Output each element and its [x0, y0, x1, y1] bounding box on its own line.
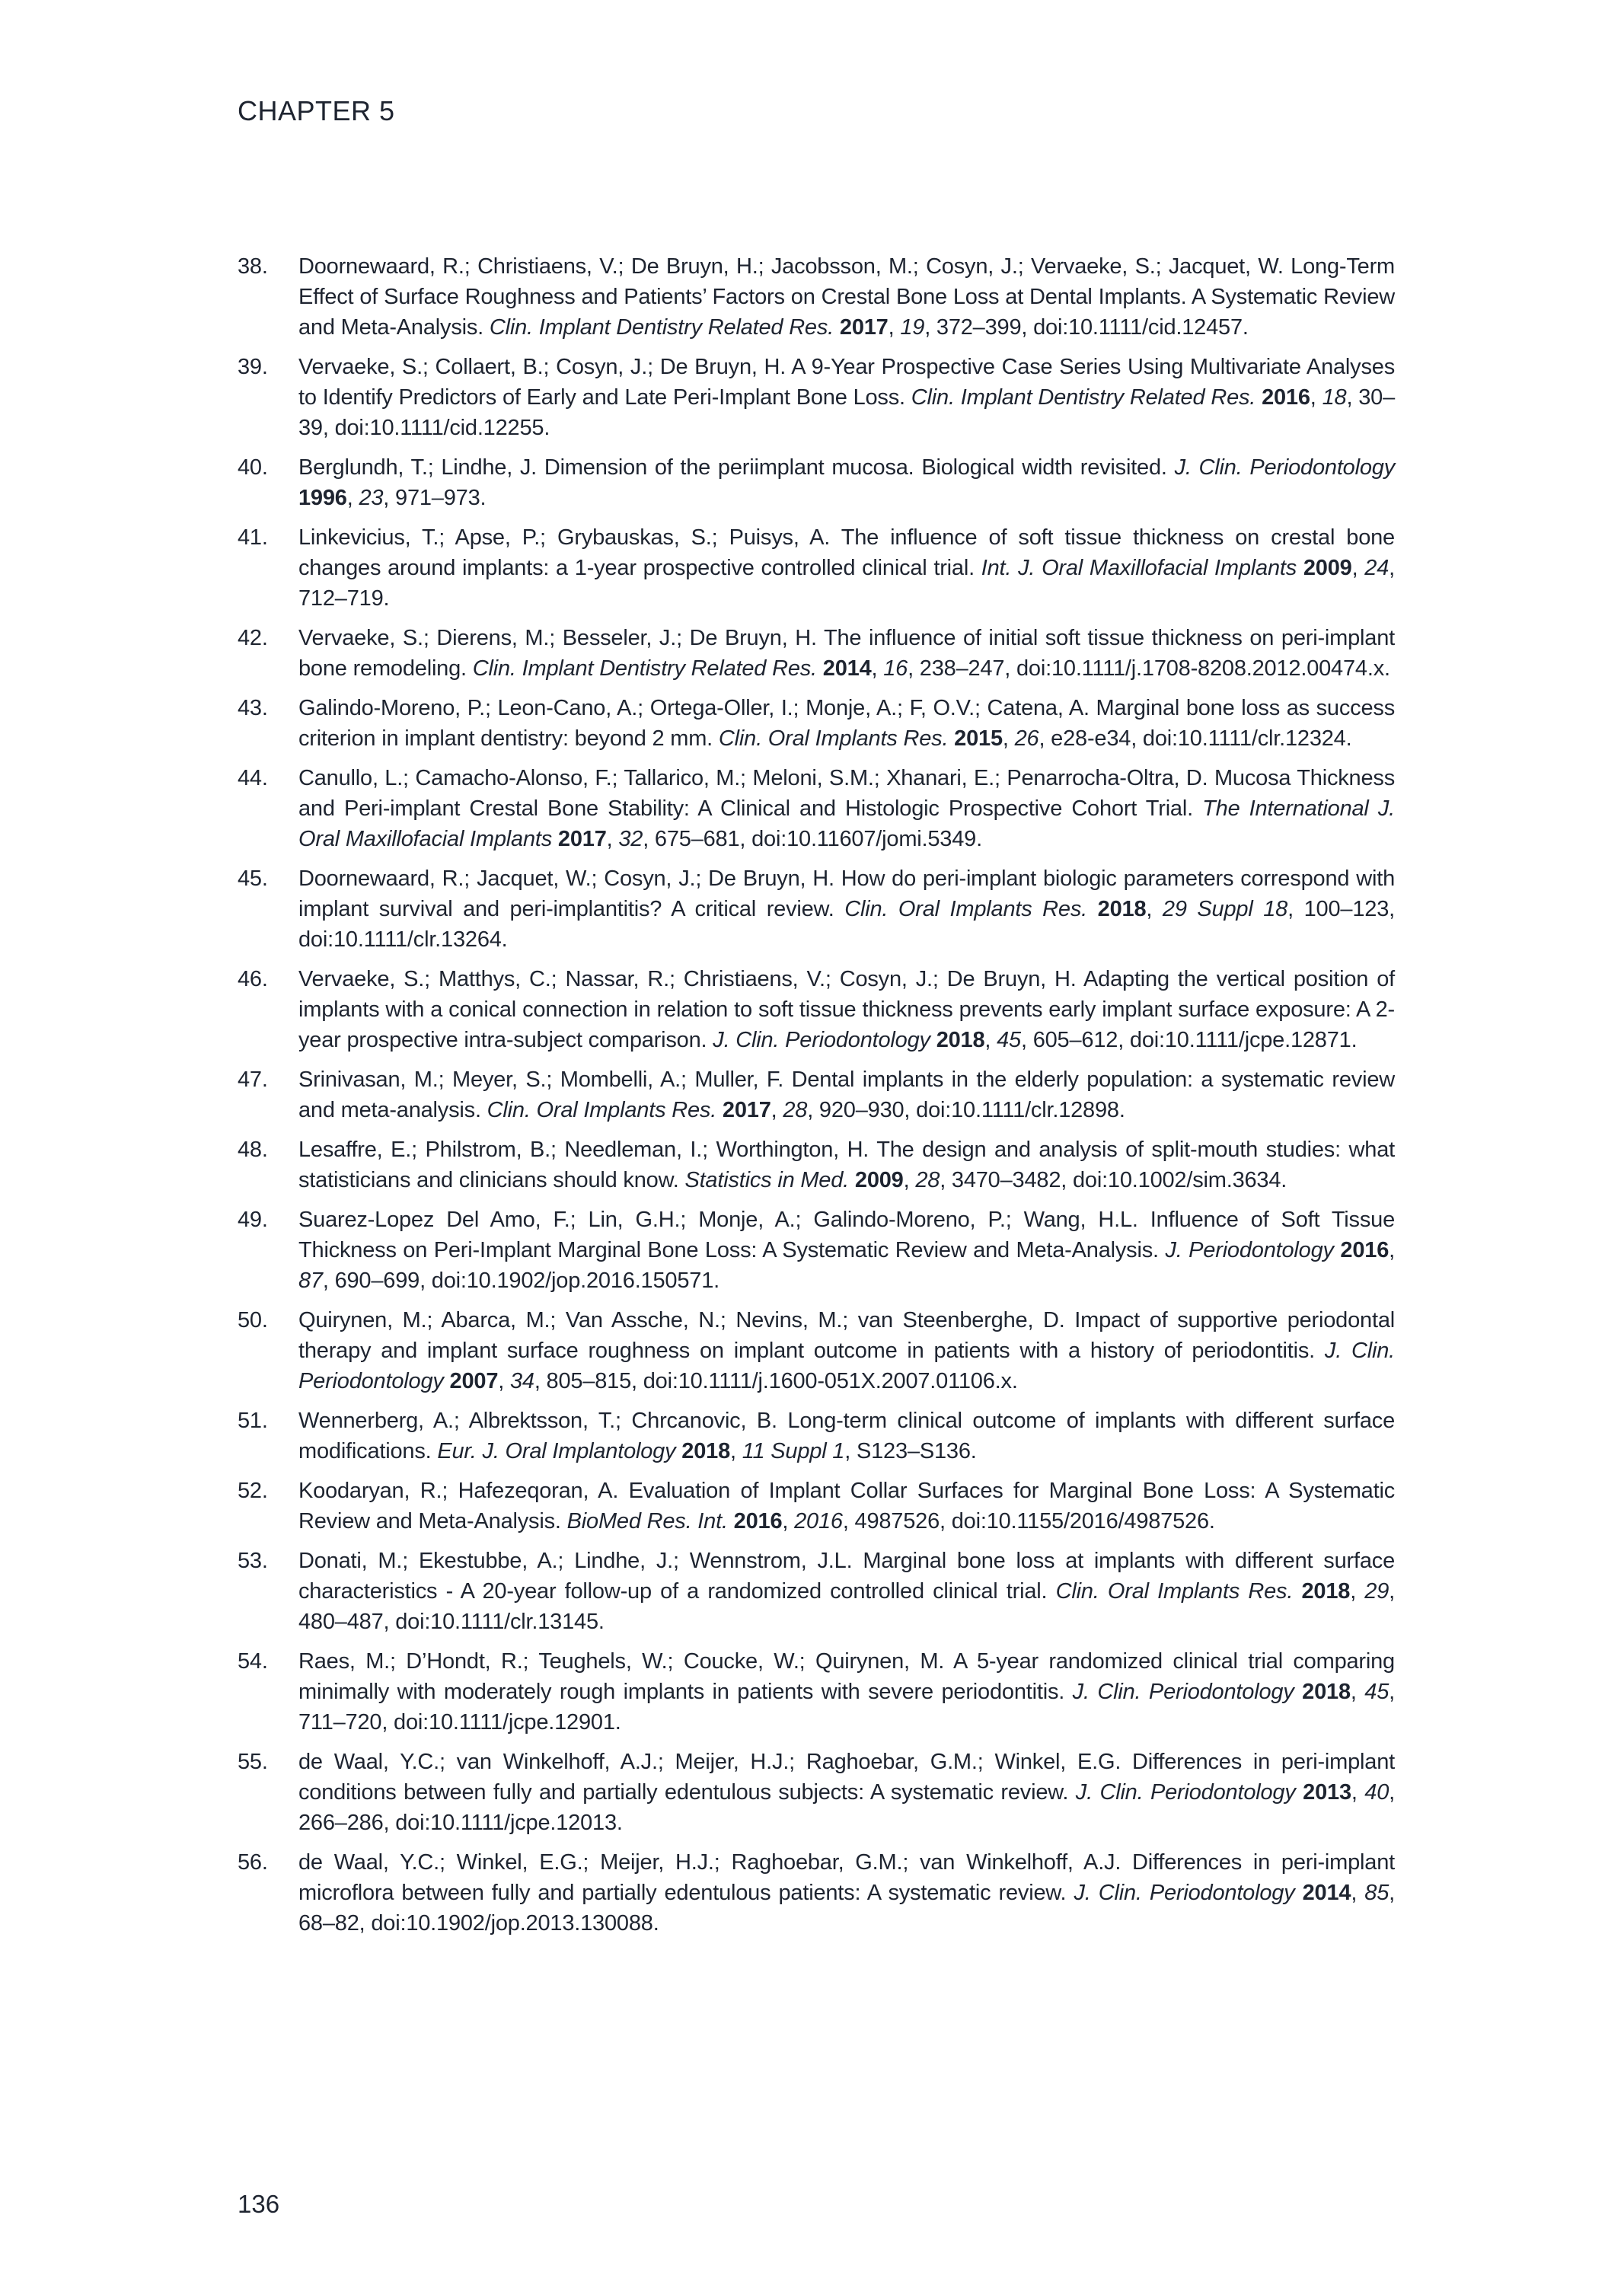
reference-segment: de Waal, Y.C.; van Winkelhoff, A.J.; Meijer, H.J.; Raghoebar, G.M.; Winkel, E.G. Differences in peri-implant conditions between fully and partially edentulous subjects: A systematic review.: [298, 1750, 1395, 1805]
reference-text: [298, 626, 1395, 681]
reference-segment: , e28-e34, doi:10.1111/clr.12324.: [1039, 726, 1352, 751]
reference-item: [238, 863, 1395, 955]
reference-segment: [1255, 385, 1262, 410]
reference-item: [238, 1476, 1395, 1537]
reference-year: 1996: [298, 486, 347, 510]
reference-segment: [1297, 556, 1303, 580]
reference-item: [238, 452, 1395, 513]
reference-year: 2017: [557, 827, 607, 851]
reference-segment: ,: [771, 1098, 783, 1122]
reference-journal: 45: [997, 1028, 1021, 1052]
reference-segment: ,: [1350, 1579, 1365, 1604]
reference-segment: [728, 1509, 734, 1533]
reference-segment: [834, 315, 840, 340]
reference-journal: 85: [1364, 1881, 1389, 1905]
reference-number: 55.: [238, 1750, 268, 1774]
reference-item: [238, 251, 1395, 343]
reference-journal: Clin. Oral Implants Res.: [1055, 1579, 1294, 1604]
reference-journal: 87: [298, 1269, 323, 1293]
reference-year: 2015: [954, 726, 1003, 751]
reference-text: [298, 525, 1395, 611]
reference-journal: 40: [1364, 1780, 1389, 1805]
reference-segment: ,: [984, 1028, 997, 1052]
reference-journal: J. Clin. Periodontology: [1174, 455, 1396, 480]
reference-journal: 11 Suppl 1: [742, 1439, 845, 1463]
reference-segment: ,: [1002, 726, 1015, 751]
reference-text: [298, 1208, 1395, 1293]
reference-year: 2018: [681, 1439, 730, 1463]
reference-segment: ,: [888, 315, 901, 340]
reference-year: 2016: [1340, 1238, 1389, 1262]
reference-item: [238, 693, 1395, 754]
reference-number: 45.: [238, 866, 268, 891]
reference-number: 39.: [238, 355, 268, 379]
reference-journal: J. Clin. Periodontology: [713, 1028, 930, 1052]
reference-segment: ,: [1351, 556, 1365, 580]
reference-segment: [1295, 1881, 1303, 1905]
reference-segment: , S123–S136.: [844, 1439, 977, 1463]
reference-number: 42.: [238, 626, 268, 650]
reference-item: [238, 1546, 1395, 1637]
reference-text: [298, 866, 1395, 952]
reference-segment: ,: [498, 1369, 510, 1393]
reference-item: [238, 1847, 1395, 1939]
reference-segment: , 266–286, doi:10.1111/jcpe.12013.: [298, 1780, 1395, 1835]
reference-journal: J. Clin. Periodontology: [1072, 1680, 1294, 1704]
reference-year: 2018: [936, 1028, 985, 1052]
reference-segment: [849, 1168, 855, 1192]
reference-item: [238, 1305, 1395, 1396]
reference-journal: Clin. Implant Dentistry Related Res.: [489, 315, 834, 340]
reference-segment: [1296, 1780, 1303, 1805]
reference-journal: The International J. Oral Maxillofacial Implants: [298, 796, 1395, 851]
reference-journal: 32: [618, 827, 643, 851]
reference-journal: Statistics in Med.: [684, 1168, 850, 1192]
reference-text: [298, 967, 1395, 1052]
reference-segment: [444, 1369, 450, 1393]
reference-journal: Int. J. Oral Maxillofacial Implants: [981, 556, 1297, 580]
reference-segment: ,: [1310, 385, 1322, 410]
reference-segment: Lesaffre, E.; Philstrom, B.; Needleman, I.; Worthington, H. The design and analysis of split-mouth studies: what statisticians and clinicians should know.: [298, 1138, 1395, 1192]
reference-journal: Clin. Implant Dentistry Related Res.: [472, 656, 817, 681]
reference-segment: , 690–699, doi:10.1902/jop.2016.150571.: [322, 1269, 719, 1293]
reference-text: [298, 1549, 1395, 1634]
reference-item: [238, 623, 1395, 684]
reference-item: [238, 1135, 1395, 1195]
reference-text: [298, 455, 1395, 510]
reference-segment: , 675–681, doi:10.11607/jomi.5349.: [643, 827, 982, 851]
reference-number: 51.: [238, 1409, 268, 1433]
reference-segment: Canullo, L.; Camacho-Alonso, F.; Tallarico, M.; Meloni, S.M.; Xhanari, E.; Penarrocha-Oltra, D. Mucosa Thickness and Peri-implant Crestal Bone Stability: A Clinical and Histologic Prospective Cohort Trial.: [298, 766, 1395, 821]
reference-journal: 26: [1014, 726, 1039, 751]
reference-year: 2014: [822, 656, 872, 681]
reference-segment: ,: [903, 1168, 916, 1192]
reference-year: 2018: [1097, 897, 1147, 921]
reference-number: 38.: [238, 254, 268, 279]
reference-list: [238, 251, 1395, 1948]
reference-item: [238, 522, 1395, 614]
reference-segment: Berglundh, T.; Lindhe, J. Dimension of the periimplant mucosa. Biological width revisited.: [298, 455, 1175, 480]
reference-segment: ,: [346, 486, 359, 510]
reference-segment: ,: [871, 656, 884, 681]
reference-number: 44.: [238, 766, 268, 790]
reference-journal: 18: [1322, 385, 1347, 410]
reference-year: 2017: [722, 1098, 771, 1122]
reference-number: 43.: [238, 696, 268, 720]
reference-number: 48.: [238, 1138, 268, 1162]
reference-segment: [930, 1028, 936, 1052]
reference-year: 2016: [1262, 385, 1310, 410]
reference-number: 50.: [238, 1308, 268, 1332]
reference-text: [298, 1409, 1395, 1463]
reference-journal: J. Clin. Periodontology: [1075, 1780, 1296, 1805]
reference-item: [238, 1646, 1395, 1738]
reference-number: 46.: [238, 967, 268, 991]
reference-segment: [1294, 1680, 1303, 1704]
reference-segment: , 712–719.: [298, 556, 1395, 611]
reference-journal: J. Periodontology: [1165, 1238, 1334, 1262]
reference-segment: [948, 726, 954, 751]
reference-segment: Doornewaard, R.; Jacquet, W.; Cosyn, J.; De Bruyn, H. How do peri-implant biologic parameters correspond with implant survival and peri-implantitis? A critical review.: [298, 866, 1395, 921]
reference-segment: , 920–930, doi:10.1111/clr.12898.: [807, 1098, 1125, 1122]
reference-segment: Galindo-Moreno, P.; Leon-Cano, A.; Ortega-Oller, I.; Monje, A.; F, O.V.; Catena, A. Marginal bone loss as success criterion in implant dentistry: beyond 2 mm.: [298, 696, 1395, 751]
reference-segment: ,: [1146, 897, 1163, 921]
reference-segment: , 372–399, doi:10.1111/cid.12457.: [924, 315, 1249, 340]
reference-journal: 34: [509, 1369, 534, 1393]
reference-text: [298, 254, 1395, 340]
reference-journal: 29: [1364, 1579, 1389, 1604]
reference-segment: Linkevicius, T.; Apse, P.; Grybauskas, S.; Puisys, A. The influence of soft tissue thickness on crestal bone changes around implants: a 1-year prospective controlled clinical trial.: [298, 525, 1395, 580]
reference-segment: Wennerberg, A.; Albrektsson, T.; Chrcanovic, B. Long-term clinical outcome of implants with different surface modifications.: [298, 1409, 1395, 1463]
reference-number: 40.: [238, 455, 268, 480]
reference-text: [298, 1479, 1395, 1533]
reference-journal: 16: [883, 656, 908, 681]
reference-segment: ,: [1389, 1238, 1395, 1262]
reference-item: [238, 352, 1395, 443]
reference-text: [298, 1649, 1395, 1734]
reference-segment: ,: [1351, 1780, 1365, 1805]
reference-segment: [1293, 1579, 1301, 1604]
reference-segment: , 30–39, doi:10.1111/cid.12255.: [298, 385, 1395, 440]
reference-segment: , 711–720, doi:10.1111/jcpe.12901.: [298, 1680, 1395, 1734]
reference-journal: 24: [1364, 556, 1389, 580]
reference-segment: Doornewaard, R.; Christiaens, V.; De Bruyn, H.; Jacobsson, M.; Cosyn, J.; Vervaeke, S.; Jacquet, W. Long-Term Effect of Surface Roughness and Patients’ Factors on Crestal Bone Loss at Dental Implants. A Systematic Review and Meta-Analysis.: [298, 254, 1395, 340]
reference-segment: Srinivasan, M.; Meyer, S.; Mombelli, A.; Muller, F. Dental implants in the elderly population: a systematic review and meta-analysis.: [298, 1068, 1395, 1122]
reference-journal: J. Clin. Periodontology: [1074, 1881, 1295, 1905]
reference-journal: Clin. Oral Implants Res.: [718, 726, 949, 751]
reference-segment: Raes, M.; D’Hondt, R.; Teughels, W.; Coucke, W.; Quirynen, M. A 5-year randomized clinical trial comparing minimally with moderately rough implants in patients with severe periodontitis.: [298, 1649, 1395, 1704]
reference-segment: Vervaeke, S.; Dierens, M.; Besseler, J.; De Bruyn, H. The influence of initial soft tissue thickness on peri-implant bone remodeling.: [298, 626, 1395, 681]
reference-segment: [817, 656, 823, 681]
reference-number: 52.: [238, 1479, 268, 1503]
reference-segment: , 971–973.: [383, 486, 487, 510]
reference-journal: Clin. Implant Dentistry Related Res.: [911, 385, 1256, 410]
reference-year: 2018: [1302, 1680, 1351, 1704]
reference-year: 2009: [854, 1168, 904, 1192]
reference-segment: , 238–247, doi:10.1111/j.1708-8208.2012.00474.x.: [908, 656, 1390, 681]
reference-segment: , 3470–3482, doi:10.1002/sim.3634.: [940, 1168, 1287, 1192]
reference-segment: ,: [1350, 1680, 1365, 1704]
reference-item: [238, 964, 1395, 1055]
reference-segment: Koodaryan, R.; Hafezeqoran, A. Evaluation of Implant Collar Surfaces for Marginal Bone Loss: A Systematic Review and Meta-Analysis.: [298, 1479, 1395, 1533]
reference-text: [298, 1308, 1395, 1393]
reference-journal: 2016: [794, 1509, 843, 1533]
reference-journal: 45: [1364, 1680, 1389, 1704]
reference-segment: [1087, 897, 1098, 921]
reference-journal: 28: [915, 1168, 940, 1192]
reference-number: 54.: [238, 1649, 268, 1674]
reference-segment: , 805–815, doi:10.1111/j.1600-051X.2007.01106.x.: [534, 1369, 1018, 1393]
reference-text: [298, 1138, 1395, 1192]
reference-year: 2017: [839, 315, 889, 340]
reference-segment: de Waal, Y.C.; Winkel, E.G.; Meijer, H.J.; Raghoebar, G.M.; van Winkelhoff, A.J. Differences in peri-implant microflora between fully and partially edentulous patients: A systematic review.: [298, 1850, 1395, 1905]
reference-text: [298, 766, 1395, 851]
reference-segment: , 605–612, doi:10.1111/jcpe.12871.: [1020, 1028, 1358, 1052]
reference-journal: 23: [359, 486, 384, 510]
chapter-heading: CHAPTER 5: [238, 95, 395, 126]
reference-segment: Suarez-Lopez Del Amo, F.; Lin, G.H.; Monje, A.; Galindo-Moreno, P.; Wang, H.L. Influence of Soft Tissue Thickness on Peri-Implant Marginal Bone Loss: A Systematic Review and Meta-Analysis.: [298, 1208, 1395, 1262]
reference-year: 2018: [1301, 1579, 1351, 1604]
reference-text: [298, 1750, 1395, 1835]
reference-journal: 19: [900, 315, 925, 340]
reference-segment: ,: [1351, 1881, 1365, 1905]
reference-item: [238, 1064, 1395, 1125]
reference-segment: [552, 827, 558, 851]
reference-segment: Quirynen, M.; Abarca, M.; Van Assche, N.; Nevins, M.; van Steenberghe, D. Impact of supportive periodontal therapy and implant surface roughness on implant outcome in patients with a history of periodontitis.: [298, 1308, 1395, 1363]
reference-journal: Clin. Oral Implants Res.: [487, 1098, 717, 1122]
reference-journal: BioMed Res. Int.: [566, 1509, 728, 1533]
reference-number: 49.: [238, 1208, 268, 1232]
reference-year: 2014: [1302, 1881, 1351, 1905]
reference-year: 2016: [733, 1509, 783, 1533]
reference-journal: Eur. J. Oral Implantology: [437, 1439, 676, 1463]
reference-journal: 29 Suppl 18: [1162, 897, 1288, 921]
reference-number: 56.: [238, 1850, 268, 1875]
reference-text: [298, 1850, 1395, 1936]
reference-number: 47.: [238, 1068, 268, 1092]
reference-segment: Donati, M.; Ekestubbe, A.; Lindhe, J.; Wennstrom, J.L. Marginal bone loss at implants with different surface characteristics - A 20-year follow-up of a randomized controlled clinical trial.: [298, 1549, 1395, 1604]
reference-year: 2013: [1303, 1780, 1351, 1805]
reference-number: 53.: [238, 1549, 268, 1573]
reference-year: 2009: [1303, 556, 1352, 580]
reference-segment: , 100–123, doi:10.1111/clr.13264.: [298, 897, 1395, 952]
reference-journal: Clin. Oral Implants Res.: [844, 897, 1088, 921]
reference-segment: , 4987526, doi:10.1155/2016/4987526.: [842, 1509, 1215, 1533]
reference-number: 41.: [238, 525, 268, 550]
reference-segment: ,: [782, 1509, 795, 1533]
reference-segment: Vervaeke, S.; Matthys, C.; Nassar, R.; Christiaens, V.; Cosyn, J.; De Bruyn, H. Adapting the vertical position of implants with a conical connection in relation to soft tissue thickness prevents early implant surface exposure: A 2-year prospective intra-subject comparison.: [298, 967, 1395, 1052]
reference-text: [298, 355, 1395, 440]
reference-segment: ,: [606, 827, 619, 851]
reference-text: [298, 696, 1395, 751]
reference-segment: [716, 1098, 723, 1122]
reference-segment: Vervaeke, S.; Collaert, B.; Cosyn, J.; De Bruyn, H. A 9-Year Prospective Case Series Using Multivariate Analyses to Identify Predictors of Early and Late Peri-Implant Bone Loss.: [298, 355, 1395, 410]
reference-journal: 28: [783, 1098, 808, 1122]
reference-item: [238, 1205, 1395, 1296]
reference-item: [238, 1747, 1395, 1838]
reference-item: [238, 1406, 1395, 1466]
reference-segment: , 68–82, doi:10.1902/jop.2013.130088.: [298, 1881, 1395, 1936]
page-number: 136: [238, 2190, 280, 2218]
reference-item: [238, 763, 1395, 854]
reference-year: 2007: [449, 1369, 499, 1393]
reference-journal: J. Clin. Periodontology: [298, 1339, 1395, 1393]
reference-segment: , 480–487, doi:10.1111/clr.13145.: [298, 1579, 1396, 1634]
reference-text: [298, 1068, 1395, 1122]
reference-segment: ,: [730, 1439, 742, 1463]
